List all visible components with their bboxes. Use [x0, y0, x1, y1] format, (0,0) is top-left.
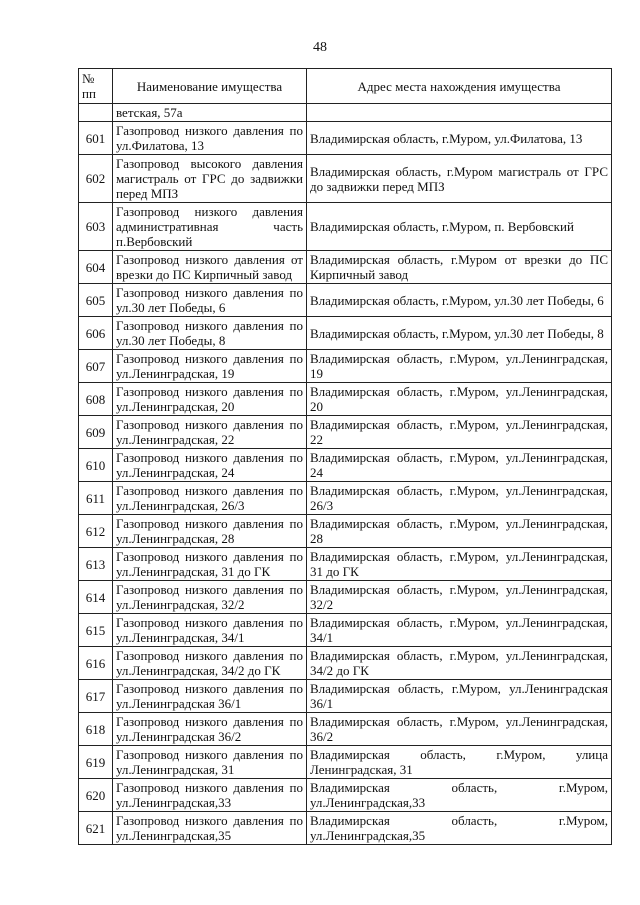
table-row: [79, 383, 612, 416]
cell-property-name: Газопровод низкого давления по ул.Ленинградская, 22: [113, 416, 307, 449]
cell-number: [79, 104, 113, 122]
cell-property-name: Газопровод низкого давления по ул.Ленинградская,35: [113, 812, 307, 845]
cell-property-name: Газопровод низкого давления по ул.Филатова, 13: [113, 122, 307, 155]
cell-address: Владимирская область, г.Муром, ул.Ленинградская, 31 до ГК: [307, 548, 612, 581]
cell-property-name: Газопровод низкого давления административная часть п.Вербовский: [113, 203, 307, 251]
table-row: [79, 713, 612, 746]
cell-property-name: Газопровод низкого давления по ул.Ленинградская 36/1: [113, 680, 307, 713]
cell-address: Владимирская область, г.Муром, ул.30 лет Победы, 6: [307, 284, 612, 317]
table-row: [79, 482, 612, 515]
cell-property-name: Газопровод низкого давления по ул.Ленинградская, 28: [113, 515, 307, 548]
cell-number: 620: [79, 779, 113, 812]
table-row: [79, 449, 612, 482]
cell-property-name: Газопровод высокого давления магистраль от ГРС до задвижки перед МПЗ: [113, 155, 307, 203]
cell-property-name: Газопровод низкого давления по ул.Ленинградская, 26/3: [113, 482, 307, 515]
cell-property-name: Газопровод низкого давления от врезки до ПС Кирпичный завод: [113, 251, 307, 284]
cell-address: Владимирская область, г.Муром, ул.Ленинградская,35: [307, 812, 612, 845]
cell-number: 601: [79, 122, 113, 155]
cell-number: 602: [79, 155, 113, 203]
cell-address: Владимирская область, г.Муром, улица Ленинградская, 31: [307, 746, 612, 779]
cell-address: Владимирская область, г.Муром магистраль от ГРС до задвижки перед МПЗ: [307, 155, 612, 203]
cell-number: 606: [79, 317, 113, 350]
cell-address: Владимирская область, г.Муром, ул.Ленинградская, 36/2: [307, 713, 612, 746]
cell-address: Владимирская область, г.Муром, ул.Ленинградская, 26/3: [307, 482, 612, 515]
cell-property-name: Газопровод низкого давления по ул.Ленинградская, 24: [113, 449, 307, 482]
cell-address: Владимирская область, г.Муром, ул.Ленинградская, 34/2 до ГК: [307, 647, 612, 680]
continuation-row: [79, 104, 612, 122]
table-row: [79, 350, 612, 383]
cell-address: Владимирская область, г.Муром, ул.Ленинградская, 19: [307, 350, 612, 383]
cell-property-name: ветская, 57а: [113, 104, 307, 122]
cell-number: 603: [79, 203, 113, 251]
table-row: [79, 122, 612, 155]
cell-address: Владимирская область, г.Муром, ул.Ленинградская, 32/2: [307, 581, 612, 614]
cell-number: 608: [79, 383, 113, 416]
table-row: [79, 746, 612, 779]
cell-number: 610: [79, 449, 113, 482]
page-number: 48: [313, 40, 327, 55]
cell-number: 611: [79, 482, 113, 515]
cell-number: 616: [79, 647, 113, 680]
table-row: [79, 680, 612, 713]
cell-number: 609: [79, 416, 113, 449]
cell-property-name: Газопровод низкого давления по ул.Ленинградская, 31 до ГК: [113, 548, 307, 581]
cell-address: Владимирская область, г.Муром, ул.Ленинградская, 24: [307, 449, 612, 482]
cell-number: 604: [79, 251, 113, 284]
cell-address: Владимирская область, г.Муром, ул.Ленинградская, 28: [307, 515, 612, 548]
cell-address: Владимирская область, г.Муром, ул.30 лет Победы, 8: [307, 317, 612, 350]
cell-address: [307, 104, 612, 122]
table-row: [79, 812, 612, 845]
cell-property-name: Газопровод низкого давления по ул.Ленинградская,33: [113, 779, 307, 812]
property-table: [78, 68, 612, 845]
header-address: Адрес места нахождения имущества: [307, 69, 612, 104]
cell-property-name: Газопровод низкого давления по ул.30 лет Победы, 6: [113, 284, 307, 317]
cell-property-name: Газопровод низкого давления по ул.Ленинградская, 20: [113, 383, 307, 416]
cell-number: 617: [79, 680, 113, 713]
cell-number: 621: [79, 812, 113, 845]
cell-address: Владимирская область, г.Муром, ул.Ленинградская,33: [307, 779, 612, 812]
table-row: [79, 581, 612, 614]
table-row: [79, 647, 612, 680]
cell-number: 614: [79, 581, 113, 614]
table-row: [79, 251, 612, 284]
cell-number: 607: [79, 350, 113, 383]
header-number: № пп: [79, 69, 113, 104]
cell-property-name: Газопровод низкого давления по ул.30 лет Победы, 8: [113, 317, 307, 350]
cell-address: Владимирская область, г.Муром, ул.Ленинградская 36/1: [307, 680, 612, 713]
cell-number: 605: [79, 284, 113, 317]
cell-number: 618: [79, 713, 113, 746]
header-property-name: Наименование имущества: [113, 69, 307, 104]
table-row: [79, 203, 612, 251]
table-row: [79, 416, 612, 449]
cell-property-name: Газопровод низкого давления по ул.Ленинградская, 34/2 до ГК: [113, 647, 307, 680]
table-row: [79, 779, 612, 812]
table-row: [79, 548, 612, 581]
cell-address: Владимирская область, г.Муром от врезки до ПС Кирпичный завод: [307, 251, 612, 284]
cell-property-name: Газопровод низкого давления по ул.Ленинградская 36/2: [113, 713, 307, 746]
cell-address: Владимирская область, г.Муром, ул.Ленинградская, 22: [307, 416, 612, 449]
cell-number: 613: [79, 548, 113, 581]
cell-property-name: Газопровод низкого давления по ул.Ленинградская, 32/2: [113, 581, 307, 614]
cell-address: Владимирская область, г.Муром, п. Вербовский: [307, 203, 612, 251]
table-row: [79, 284, 612, 317]
cell-address: Владимирская область, г.Муром, ул.Ленинградская, 34/1: [307, 614, 612, 647]
cell-property-name: Газопровод низкого давления по ул.Ленинградская, 31: [113, 746, 307, 779]
table-row: [79, 317, 612, 350]
cell-property-name: Газопровод низкого давления по ул.Ленинградская, 34/1: [113, 614, 307, 647]
cell-number: 612: [79, 515, 113, 548]
table-row: [79, 614, 612, 647]
table-row: [79, 155, 612, 203]
cell-address: Владимирская область, г.Муром, ул.Ленинградская, 20: [307, 383, 612, 416]
cell-property-name: Газопровод низкого давления по ул.Ленинградская, 19: [113, 350, 307, 383]
table-row: [79, 515, 612, 548]
cell-number: 615: [79, 614, 113, 647]
cell-address: Владимирская область, г.Муром, ул.Филатова, 13: [307, 122, 612, 155]
cell-number: 619: [79, 746, 113, 779]
table-header-row: [79, 69, 612, 104]
